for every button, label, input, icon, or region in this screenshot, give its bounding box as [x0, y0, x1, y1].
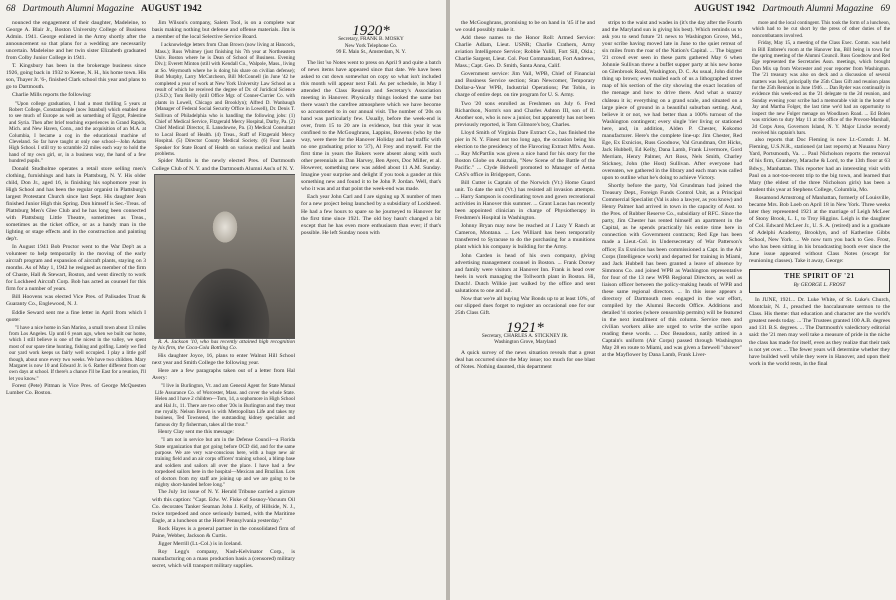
paragraph: also reports that Doc Fleming is now Lt.-Comdr. J. M. Fleming, U.S.N.R., stationed (at last reports) at Nuuanu Navy Yard, Portsmouth, Va. ... Paul Nicholson reports the removal of his firm, Granbery, Marache & Lord, to the 13th floor at 63 Bdwy., Manhattan. This reporter had an interesting visit with Paul on a not-too-recent trip to the big town, and learned that Mary (the eldest of the three Nicholson girls) has been a student this year at Stephens College, Columbia, Mo. [749, 137, 890, 193]
paragraph: Henry Clay sent me this message: [158, 429, 234, 436]
paragraph: Add these names to the Honor Roll: Armed Service: Charlie Adlam, Lieut. USNR; Charlie Crathern, Army aviation Intelligence Service; Robbie Yulill, Fort Sill, Okla.; Charlie Sargent, Lieut. Col. Post Commandant, Fort Andrews, Mass.; Capt. Geo. D. Smith, Santa Anna, Calif. [455, 35, 595, 70]
paragraph: Lloyd Smith of Virginia Dare Extract Co., has finished the pier in N. Y. Finest not too long ago, the occasion being his election to the presidency of the Flavoring Extract Mfrs. Assn. ... Ray McPartlin was given a nice hand for his story for the Boston Globe on Australia, "New Scene of the Battle of the Pacific." ... Clyde Bidwell promoted to Manager of Aetna CAS's office in Bridgeport, Conn. [455, 129, 595, 178]
paragraph: T. Kingsbury has been in the brokerage business since 1926, going back in 1932 to Keene, N. H., his home town. His son, Thayer Jr. '6-, finished Clark school this year and plans to go to Dartmouth. [6, 63, 146, 91]
paragraph: Jigger Merrill (Lt.-Col.) is in Iceland. [158, 540, 242, 547]
paragraph: "I am not in service but am in the Defense Council—a Florida State organization that got going before OCD did, and for the same purpose. We are very war-conscious here, with a huge new air training field and an air corps officers' training school, a blimp base and soldiers and sailors all over the place. I have had a few torpedoed sailors here in the hospital—Mexican and Brazilian. Lots of doctors from my staff are joining up and we are going to be mighty short-handed before long." [155, 437, 295, 489]
paragraph: nounced the engagement of their daughter, Madeleine, to George A. Blair Jr., Boston University College of Business Admin. 1941. George enlisted in the Army shortly after the announcement so that plans for a wedding are necessarily uncertain. Madeleine and her twin sister Elizabeth graduated from Colby Junior College in 1941. [6, 20, 146, 62]
class-1920-heading: 1920* [352, 23, 390, 39]
paragraph: "Upon college graduation, I had a most thrilling 5 years at Robert College, Constantinople (now Istanbul) which enabled me to see much of Europe as well as something of Egypt, Palestine and Syria. Then after brief teaching experiences in Grand Rapids, Mich. and New Haven, Conn., and the acquisition of an M.A. at Columbia, I became a cog in the educational machine of Cleveland. So far have taught at only one school—John Adams High School. I still try to scramble 22 miles each way to hold the hand of my own girl, or, in a business way, the hand of a few hundred pupils." [9, 100, 146, 165]
paragraph: In August 1941 Bob Proctor went to the War Dep't as a volunteer to help temporarily in the moving of the early aircraft program and expansion of aircraft plants, staying on 3 months. As of May 1, 1942 he resigned as member of the firm of Chaste, Hall & Stewart, Boston, and went directly to work for Lockheed Aircraft Corp. Bob has acted as counsel for this firm for a number of years. [6, 244, 146, 293]
paragraph: "I live in Burlington, Vt. and am General Agent for State Mutual Life Assurance Co. of Worcester, Mass. and cover the whole State. Helen and I have 2 children—Tom, 14, a sophomore in High School and Hal Jr., 11. There are two other '20s in Burlington and they treat me royally. Nelson Brown is with Metropolitan Life and takes my business, Ted Townsend, the outstanding kidney specialist and famous dry fly fisherman, takes all the trout." [155, 383, 295, 428]
paragraph: Jim Wilson's company, Salem Tool, is on a complete war basis making nothing but defense and offense materials. Jim is a member of the local Selective Service Board. [152, 20, 295, 41]
left-running-header [6, 4, 202, 14]
issue-date: AUGUST 1942 [694, 4, 756, 14]
paragraph: I acknowledge letters from Chan Brown (now living at Hancock, Mass.); Russ Whitney (just finishing his 7th year at Northeastern Univ. Boston where he is Dean of School of Business. Evening Div.); Everett Minton (still with Kendall Co., Walpole, Mass., living at So. Weymouth where he is doing his share on civilian defense); Bud Murphy, Larry McCutcheon, Bill McConnell (in June '42 he completed a year of work at New York University Law School as a result of which he received the degree of Dr. of Juridical Science (J.S.D.); Tom Reilly (still Office Mgr. of Conner-Currier Co. with plants in Lowell, Chicago and Brooklyn); Alfred D. Wanbaugh (Manager of Federal Social Security Office in Lowell), Dr. Denis T. Sullivan of Philadelphia who is handling the following jobs: (1) Chief of Medical Service, Fitzgerald Mercy Hospital, Darby, Pa. (2) Chief Medical Director, E. Lansdowne, Pa. (3) Medical Consultant to Local Board of Health. (4) Treas., Staff of Fitzgerald Mercy Hospital. (5) Director County Medical Society. (6) Four Lance Speaker for State Board of Health on various medical and health problems. [155, 42, 295, 158]
paragraph: strips to the waist and wades in (it's the day after the Fourth and the Maryland sun is giving his best). Which reminds us to ask you to send future '21 news to Washington Grove, Md., your scribe having moved late in June to the quiet retreat of six miles from the roar of the Nation's Capital. ... The biggest '21 crowd ever seen in these parts gathered May 6 when Johnnie Sullivan threw a buffet supper party at his new home on Glenbrook Road, Washington, D. C. As usual, John did the thing up brown; even mailed each of us a lithographed street map of his section of the city showing the exact location of the menage and how to drive there. And what a snazzy château it is; everything on a grand scale, and situated on a large piece of ground in a beautiful suburban setting. And, believe it or not, we had better than a 100% turnout of the Washington contingent; every single 'rier living or stationed here, and, in addition, Alden P. Chester, Kokomo manufacturer. Here's the complete line-up: Jim Chester, Red Ege, Ex Exnicios, Russ Goodnow, Val Grundman, Ort Hicks, Jack Hubbell, Ed Kelly, Dana Lamb, Frank Livermore, Gord Merriam, Henry Palmer, Art Ross, Nels Smith, Charley Stickney, John (the Host) Sullivan. After everyone had overeaten, we gathered in the library and each man was called upon to outline what he's doing to achieve Victory. [602, 20, 742, 182]
class-1920-secretary: Secretary, FRANK B. MOSKY New York Telephone Co. 99 E. Main St., Amsterdam, N. Y. [336, 36, 406, 56]
paragraph: Charlie Mills reports the following: [12, 92, 92, 99]
portrait-photo [154, 174, 295, 339]
magazine-title: Dartmouth Alumni Magazine [22, 4, 134, 14]
right-column-2 [602, 20, 742, 594]
class-1921-heading: 1921* [506, 319, 544, 336]
paragraph: Each year John Carl and I are signing up X number of men for a new project being launched by a subsidiary of Lockheed. He had a few hours to spare so he journeyed to Hanover for the first time since 1921. The old boy hasn't changed a bit except that he has even more enthusiasm than ever; if that's possible. He left Sunday noon with [301, 194, 441, 236]
right-column-1 [455, 20, 595, 594]
spirit-title: THE SPIRIT OF '21 [784, 272, 855, 281]
right-page [450, 0, 896, 600]
paragraph: Eddie Seward sent me a fine letter in April from which I quote: [6, 309, 146, 323]
paragraph: A quick survey of the news situation reveals that a great deal has occurred since the May issue; too much for one blast of Notes. Nothing daunted, this department [455, 349, 595, 371]
paragraph: John Carden is head of his own company, giving advertising management counsel in Boston. ... Frank Dorsey and family were visitors at Hanover Inn. Frank is head over heels in work managing the Tollworth plant in Boston. Hi, Dutch!. Dutch Wilkie just walked by the office and sent salutations to one and all. [455, 252, 595, 294]
paragraph: the McGoughrans, promising to be on hand in '45 if he and we could possibly make it. [455, 20, 595, 34]
paragraph: "I have a nice home in San Marino, a small town about 13 miles from Los Angeles. Up until 6 years ago, when we built our home, which I still believe is one of the nicest in the valley, we spent most of our spare time hunting, fishing and golfing. Lately we find our yard work keeps us fairly well occupied. I play a little golf though, about once every two weeks. We have two children. Mary Margaret is now 10 and Edward Jr. is 6. Rather different from our own days at school. If there's a chance I'll be East for a reunion, I'll let you know." [9, 324, 146, 382]
paragraph: Here are a few paragraphs taken out of a letter from Hal Avery: [152, 368, 295, 382]
spirit-of-21-box [749, 269, 890, 293]
paragraph: Now that we're all buying War Bonds up to at least 10%, of our slipped dues forget to register an occasional one for our 25th Class Gift. [455, 295, 595, 316]
magazine-title: Dartmouth Alumni Magazine [762, 4, 874, 14]
class-1921-secretary: Secretary, CHARLES A. STICKNEY JR. Washington Grove, Maryland [481, 332, 569, 346]
paragraph: more and the local contingent. This took the form of a luncheon, which had to be cut short by the press of other duties of the noncombatants involved. [752, 20, 890, 39]
paragraph: Rosamond Armstrong of Manhattan, formerly of Louisville, became Mrs. Bob Loeb on April 18 in New York. Three weeks later they represented 1921 at the marriage of Leigh McLeer of Stony Brook, L. I., to Troy Higgins. Leigh is the daughter of Col. Edward McLeer Jr., U. S. A. (retired) and is a graduate of Adelphi Academy, Brooklyn, and of Katherine Gibbs School, New York. ... We now turn you back to Geo. Frost, who has been sitting in his broadcasting booth ever since the June issue appeared without Class Notes (except for reunioning classes). Take it away, George: [749, 194, 890, 265]
left-column-3 [301, 20, 441, 594]
paragraph: Forest (Pete) Pitman is Vice Pres. of George McQuesten Lumber Co. Boston. [6, 383, 146, 397]
photo-caption: R. A. Jackson '10, who has recently attained high recognition by his firm, the Coca-Cola Bottling Co. [152, 338, 295, 352]
paragraph: Two '20 sons enrolled as Freshmen on July 6. Fred Richardson, Norm's son and Charles Ashton III, son of II. Another son, who is now a junior, but apparently has not been previously reported, is Tom Gilmore's boy, Charles. [455, 100, 595, 128]
page-number: 68 [6, 4, 16, 14]
paragraph: Donald Studholme operates a retail store selling men's clothing, furnishings and hats in Plattsburg, N. Y. His older child, Don Jr., aged 16, is finishing his sophomore year in High School and has been the regular organist in Plattsburg's largest Protestant Church since last Sept. His daughter Jean finished Junior High this Spring. Don himself is Sec.-Treas. of Plattsburg Men's Glee Club and he has long been connected with Plattsburg Little Theatre, sometimes as Treas., sometimes as the ticket office, or as a handy man in the lighting or stage effects and in the construction and painting dep't. [6, 165, 146, 243]
left-column-1 [6, 20, 146, 594]
paragraph: Johnny Bryan may now be reached at J Lazy Y Ranch at Cameron, Montana. ... Les Williard has been temporarily transferred to Syracuse to do the purchasing for a munitions plant which his company is building for the Army. [455, 223, 595, 251]
paragraph: Bill Hoovens was elected Vice Pres. of Palisades Trust & Guaranty Co., Englewood, N. J. [6, 294, 146, 308]
spirit-byline: By GEORGE L. FROST [793, 282, 846, 289]
paragraph: Roy Legg's company, Nash-Kelvinator Corp., is manufacturing on a mass production basis a (censored) military secret, which will transport military supplies. [152, 548, 295, 569]
left-column-2 [152, 20, 295, 594]
right-column-3 [749, 20, 890, 594]
paragraph: In JUNE, 1921... Dr. Luke White, of St. Luke's Church, Montclair, N. J., preached the baccalaureate sermon to the Class. His theme: that education and character are the world's greatest needs today. ... The Trustees granted 100 A.B. degrees and 131 B.S. degrees. ... The Dartmouth's valedictory editorial said: the '21 men may well take a measure of pride in the niche the class has made for itself, even as they realize that their task is not yet over. ... The fewer years will determine whether they have builded well while they were in Hanover, and upon their work in the world rests, in the final [749, 297, 890, 367]
paragraph: Bill Cutter is Captain of the Norwich (Vt.) Home Guard unit. To date the unit (Vt.) has resisted all invasion attempts. ... Harry Sampson is coordinating town and gown recreational activities in Hanover this summer. ... Grant Lucas has recently been appointed clinician in charge of Physiotherapy in Freshmen's Hospital in Washington. [455, 180, 595, 222]
issue-date: AUGUST 1942 [140, 4, 202, 14]
paragraph: The list 'so Notes went to press on April 9 and quite a batch of news items have appeared since that date. We have been asked to cut down somewhat on copy so what isn't included this month will appear next Fall. As per schedule, in May I attended the Class Reunion and Secretary's Association meeting in Hanover. Physically things looked the same but there wasn't the carefree atmosphere which we have become so accustomed to in our annual visit. The number of '20s on hand was particularly few. Usually, before the week-end is over, from 15 to 20 are in evidence, but this year it was confined to the McGoughrans, Lappins, Bowens (who by the way, were there for the Hanover Holiday and had traffic with no one graduating prior to '37), Al Frey and myself. For the first time in years the Bakers were absent along with such other perennials as Dan Harvey, Ben Ayers, Doc Miller, et al. However, something new was added about 11 A.M. Sunday. Imagine your surprise and delight if you took a gander at this something new and found it to be John P. Jordan. Well, that's who it was and at that point the week-end was made. [301, 59, 441, 193]
paragraph: Rock Hayes is a general partner in the consolidated firm of Paine, Webber, Jackson & Curtis. [152, 525, 295, 539]
left-page [0, 0, 446, 600]
paragraph: His daughter Joyce, 16, plans to enter Walnut Hill School next year and Smith College the following year. [152, 353, 295, 367]
right-running-header [694, 4, 890, 14]
paragraph: Government service: Jim Vail, WPB, Chief of Financial and Business Service section; Stan Newcomer, Temporary Dollar-a-Year WPB, Industrial Operations; Pat Tobin, in charge of entire dept. on tire program for U. S. Army. [455, 71, 595, 99]
paragraph: Friday, May 15, a meeting of the Class Exec. Comm. was held in Bill Embree's room at the Hanover Inn, Bill being in town for the spring meeting of the Alumni Council. Russ Goodnow and Red Ege represented the Secretaries Assn. meetings, which brought Don Mix up from Worcester and your reporter from Washington. The '21 treasury was also on deck and a discussion of several matters was held, principally the 25th Class Gift and reunion plans for the 25th Reunion in June 1946. ... Dan Ryder was continually in evidence this week-end as the '21 delegate to the 2d reunion, and Sunday evening your scribe had a memorable visit in the home of Jay and Martha Folger, the last time we'd had an opportunity to inspect the new Folger menage on Woodlawn Road. ... Ed Bolen was stricken to duty May 11 at the office of the Provost-Marshall, 2d Corps Area, Governors Island, N. Y. Major Lincke recently received his captain's bars. [752, 40, 890, 136]
page-number: 69 [880, 4, 890, 14]
paragraph: The July 1st issue of N. Y. Herald Tribune carried a picture with this caption: "Capt. Edw. W. Fiske of Sosnoy-Vacuum Oil Co. decorates Tanker Seaman John J. Kelly, of Hillside, N. J., twice torpedoed and once seriously burned, with the Maritime Eagle, at a luncheon at the Hotel Pennsylvania yesterday." [152, 489, 295, 524]
paragraph: Shortly before the party, Val Grundman had joined the Treasury Dept., Foreign Funds Control Unit, as a Principal Commercial Specialist (Val is also a lawyer, as you know) and Henry Palmer had arrived in town in the capacity of Asst. to the Pres. of Rubber Reserve Co., subsidiary of RFC. Since the party, Jim Chester has rented himself an apartment in the Capital, as he spends practically his entire time here in connection with Government contracts; Red Ege has been made a Lieut.-Col. in Undersecretary of War Patterson's office; Ex Exnicios has been commissioned a Capt. in the Air Corps (Intelligence work) and departed for training in Miami, and Jack Hubbell has been granted a leave of absence by Simmons Co. and joined WPB as Washington representative for four of the 13 new WPB Regional Directors, as well as liaison officer between the policy-making heads of WPB and these same regional directors. ... In this issue appears a directory of Dartmouth men engaged in the war effort, compiled by the Alumni Records Office. Additions and detailed 'ri stories (where censorship permits) will be featured in the next installment of this column. Service men and civilian workers alike are urged to write the scribe upon reading these words. ... Doc Beaudoux, natily attired in a Captain's uniform (Air Corps) passed through Washington May 28 en route to Miami, and was given a farewell "shower" at the Mayflower by Dana Lamb, Frank Liver- [602, 183, 742, 359]
paragraph: Spider Martin is the newly elected Pres. of Dartmouth College Club of N. Y. and the Dartmouth Alumni Ass'n of N. Y. [152, 158, 295, 172]
